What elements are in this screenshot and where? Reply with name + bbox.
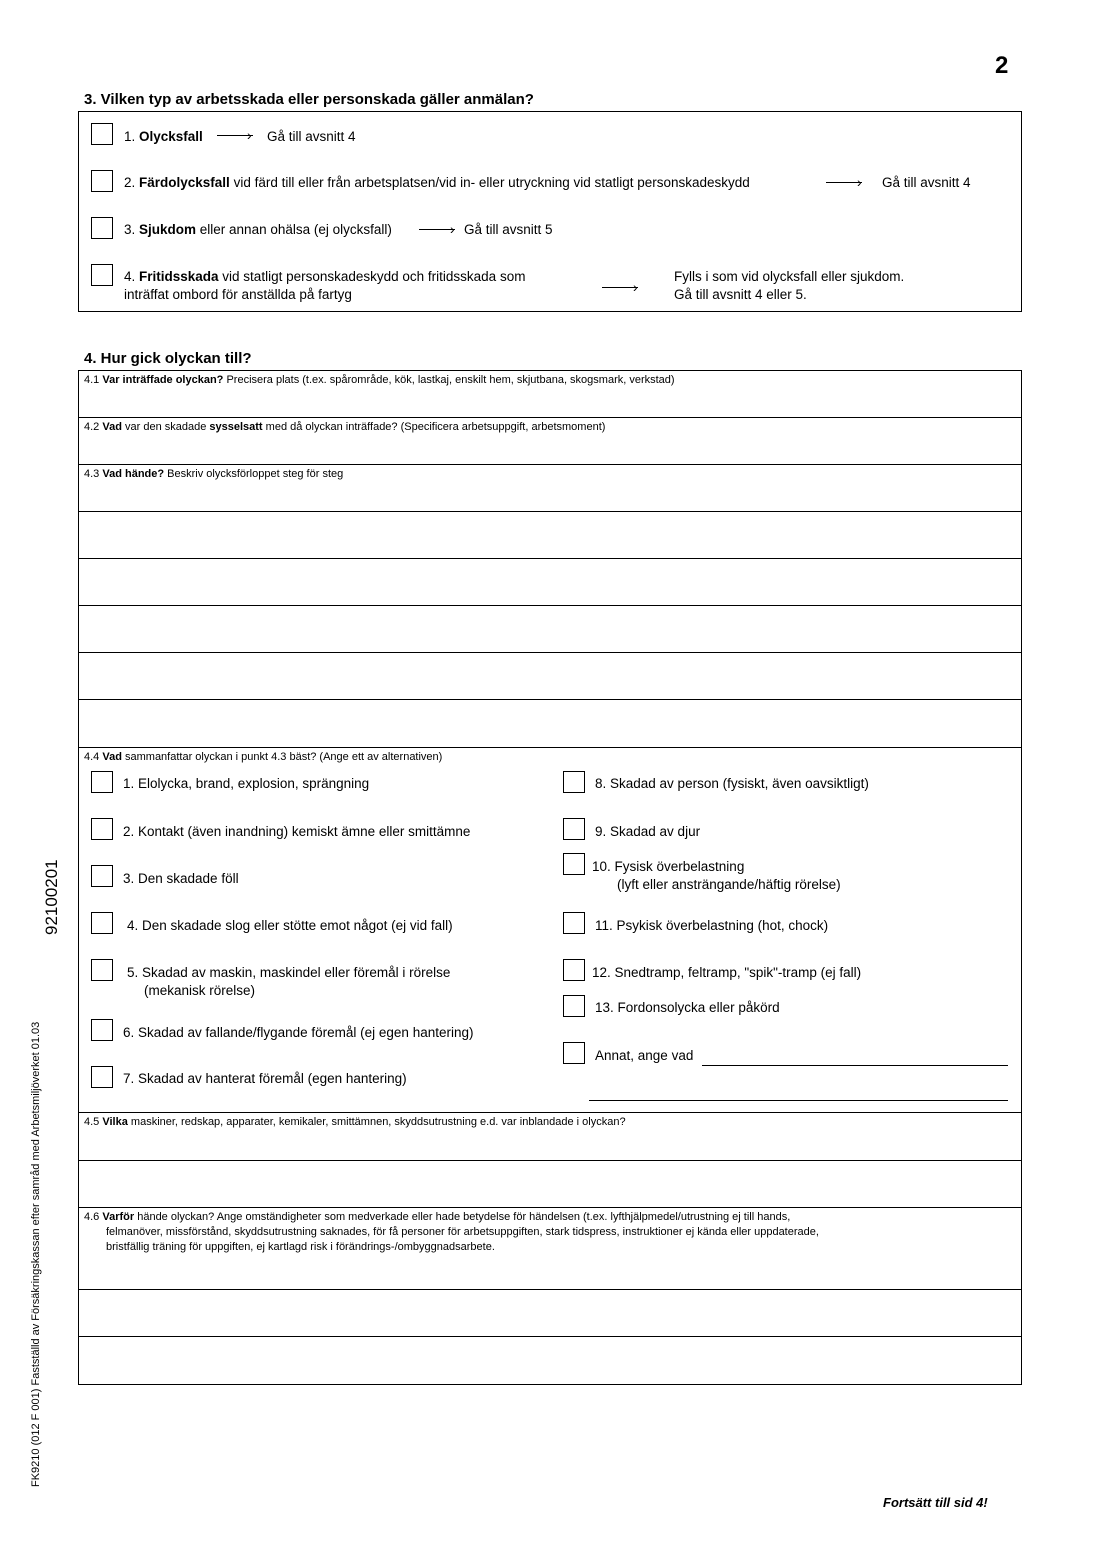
checkbox-elolycka[interactable] xyxy=(91,771,113,793)
arrow-head-icon: › xyxy=(857,175,862,190)
form-number-side: 92100201 xyxy=(42,859,61,935)
divider xyxy=(78,511,1022,512)
option-snedtramp-label: 12. Snedtramp, feltramp, "spik"-tramp (ej fall) xyxy=(592,965,862,980)
option-sjukdom-goto: Gå till avsnitt 5 xyxy=(464,222,553,237)
section-4-title: 4. Hur gick olyckan till? xyxy=(84,350,252,367)
option-maskin-label-line2: (mekanisk rörelse) xyxy=(144,983,256,998)
divider xyxy=(78,464,1022,465)
question-4-6: 4.6 Varför hände olyckan? Ange omständigheter som medverkade eller hade betydelse för händelsen (t.ex. lyfthjälpmedel/utrustning ej till hands, xyxy=(84,1211,791,1223)
option-kontakt-kemiskt-label: 2. Kontakt (även inandning) kemiskt ämne eller smittämne xyxy=(123,824,471,839)
divider xyxy=(78,1336,1022,1337)
checkbox-fardolycksfall[interactable] xyxy=(91,170,113,192)
answer-4-3-input-line4[interactable] xyxy=(80,624,1024,650)
answer-4-6-input-line3[interactable] xyxy=(80,1355,1024,1381)
question-4-4: 4.4 Vad sammanfattar olyckan i punkt 4.3 bäst? (Ange ett av alternativen) xyxy=(84,751,443,763)
answer-4-3-input-line1[interactable] xyxy=(80,486,1024,510)
checkbox-fallande-foremal[interactable] xyxy=(91,1019,113,1041)
question-4-2: 4.2 Vad var den skadade sysselsatt med då olyckan inträffade? (Specificera arbetsuppgift, arbetsmoment) xyxy=(84,421,606,433)
checkbox-maskin[interactable] xyxy=(91,959,113,981)
option-skadade-foll-label: 3. Den skadade föll xyxy=(123,871,239,886)
answer-4-5-input-line1[interactable] xyxy=(80,1134,1024,1158)
checkbox-snedtramp[interactable] xyxy=(563,959,585,981)
annat-input-line2[interactable] xyxy=(589,1081,1008,1101)
option-skadad-av-djur-label: 9. Skadad av djur xyxy=(595,824,701,839)
answer-4-3-input-line5[interactable] xyxy=(80,671,1024,697)
divider xyxy=(78,1160,1022,1161)
answer-4-5-input-line2[interactable] xyxy=(80,1178,1024,1204)
option-slog-stotte-label: 4. Den skadade slog eller stötte emot något (ej vid fall) xyxy=(127,918,453,933)
option-fysisk-overbelastning-label: 10. Fysisk överbelastning xyxy=(592,859,745,874)
section-3-title: 3. Vilken typ av arbetsskada eller personskada gäller anmälan? xyxy=(84,91,534,108)
checkbox-fysisk-overbelastning[interactable] xyxy=(563,853,585,875)
arrow-head-icon: › xyxy=(633,280,638,295)
option-fritidsskada-goto: Fylls i som vid olycksfall eller sjukdom. xyxy=(674,269,905,284)
divider xyxy=(78,1289,1022,1290)
checkbox-annat[interactable] xyxy=(563,1042,585,1064)
checkbox-kontakt-kemiskt[interactable] xyxy=(91,818,113,840)
question-4-1: 4.1 Var inträffade olyckan? Precisera plats (t.ex. spårområde, kök, lastkaj, enskilt hem, skjutbana, skogsmark, verkstad) xyxy=(84,374,675,386)
answer-4-2-input[interactable] xyxy=(80,439,1024,463)
checkbox-olycksfall[interactable] xyxy=(91,123,113,145)
checkbox-hanterat-foremal[interactable] xyxy=(91,1066,113,1088)
answer-4-3-input-line6[interactable] xyxy=(80,718,1024,744)
question-4-6-line2: felmanöver, missförstånd, skyddsutrustning saknades, för få personer för arbetsuppgiften, stark tidspress, instruktioner ej kända eller uppdaterade, xyxy=(106,1226,819,1238)
continue-note: Fortsätt till sid 4! xyxy=(883,1495,988,1510)
option-maskin-label: 5. Skadad av maskin, maskindel eller föremål i rörelse xyxy=(127,965,451,980)
divider xyxy=(78,652,1022,653)
option-annat-label: Annat, ange vad xyxy=(595,1048,694,1063)
option-hanterat-foremal-label: 7. Skadad av hanterat föremål (egen hantering) xyxy=(123,1071,407,1086)
option-fritidsskada-goto-line2: Gå till avsnitt 4 eller 5. xyxy=(674,287,807,302)
checkbox-slog-stotte[interactable] xyxy=(91,912,113,934)
divider xyxy=(78,605,1022,606)
divider xyxy=(78,1207,1022,1208)
checkbox-psykisk-overbelastning[interactable] xyxy=(563,912,585,934)
form-id-side-text: FK9210 (012 F 001) Fastställd av Försäkringskassan efter samråd med Arbetsmiljöverket 01.03 xyxy=(30,1021,42,1487)
option-fritidsskada-label: 4. Fritidsskada vid statligt personskadeskydd och fritidsskada som xyxy=(124,269,526,284)
question-4-5: 4.5 Vilka maskiner, redskap, apparater, kemikaler, smittämnen, skyddsutrustning e.d. var inblandade i olyckan? xyxy=(84,1116,626,1128)
arrow-head-icon: › xyxy=(247,128,252,143)
option-fordonsolycka-label: 13. Fordonsolycka eller påkörd xyxy=(595,1000,780,1015)
option-sjukdom-label: 3. Sjukdom eller annan ohälsa (ej olycksfall) xyxy=(124,222,392,237)
question-4-6-line3: bristfällig träning för uppgiften, ej kartlagd risk i förändrings-/ombyggnadsarbete. xyxy=(106,1241,495,1253)
checkbox-skadad-av-person[interactable] xyxy=(563,771,585,793)
option-psykisk-overbelastning-label: 11. Psykisk överbelastning (hot, chock) xyxy=(595,918,829,933)
option-fysisk-overbelastning-label-line2: (lyft eller ansträngande/häftig rörelse) xyxy=(617,877,841,892)
checkbox-fordonsolycka[interactable] xyxy=(563,995,585,1017)
divider xyxy=(78,417,1022,418)
answer-4-6-input-line1[interactable] xyxy=(80,1260,1024,1286)
option-olycksfall-label: 1. Olycksfall xyxy=(124,129,203,144)
option-olycksfall-goto: Gå till avsnitt 4 xyxy=(267,129,356,144)
answer-4-3-input-line2[interactable] xyxy=(80,530,1024,556)
checkbox-sjukdom[interactable] xyxy=(91,217,113,239)
divider xyxy=(78,699,1022,700)
divider xyxy=(78,747,1022,748)
divider xyxy=(78,1112,1022,1113)
annat-input[interactable] xyxy=(702,1046,1008,1066)
answer-4-1-input[interactable] xyxy=(80,392,1024,416)
page-number: 2 xyxy=(995,52,1009,79)
answer-4-6-input-line2[interactable] xyxy=(80,1308,1024,1334)
divider xyxy=(78,558,1022,559)
option-fardolycksfall-label: 2. Färdolycksfall vid färd till eller från arbetsplatsen/vid in- eller utryckning vid statligt personskadeskydd xyxy=(124,175,750,190)
option-elolycka-label: 1. Elolycka, brand, explosion, sprängning xyxy=(123,776,370,791)
answer-4-3-input-line3[interactable] xyxy=(80,577,1024,603)
option-fallande-foremal-label: 6. Skadad av fallande/flygande föremål (ej egen hantering) xyxy=(123,1025,474,1040)
option-fardolycksfall-goto: Gå till avsnitt 4 xyxy=(882,175,971,190)
question-4-3: 4.3 Vad hände? Beskriv olycksförloppet steg för steg xyxy=(84,468,344,480)
checkbox-fritidsskada[interactable] xyxy=(91,264,113,286)
checkbox-skadade-foll[interactable] xyxy=(91,865,113,887)
checkbox-skadad-av-djur[interactable] xyxy=(563,818,585,840)
arrow-head-icon: › xyxy=(450,222,455,237)
option-skadad-av-person-label: 8. Skadad av person (fysiskt, även oavsiktligt) xyxy=(595,776,869,791)
option-fritidsskada-label-line2: inträffat ombord för anställda på fartyg xyxy=(124,287,352,302)
